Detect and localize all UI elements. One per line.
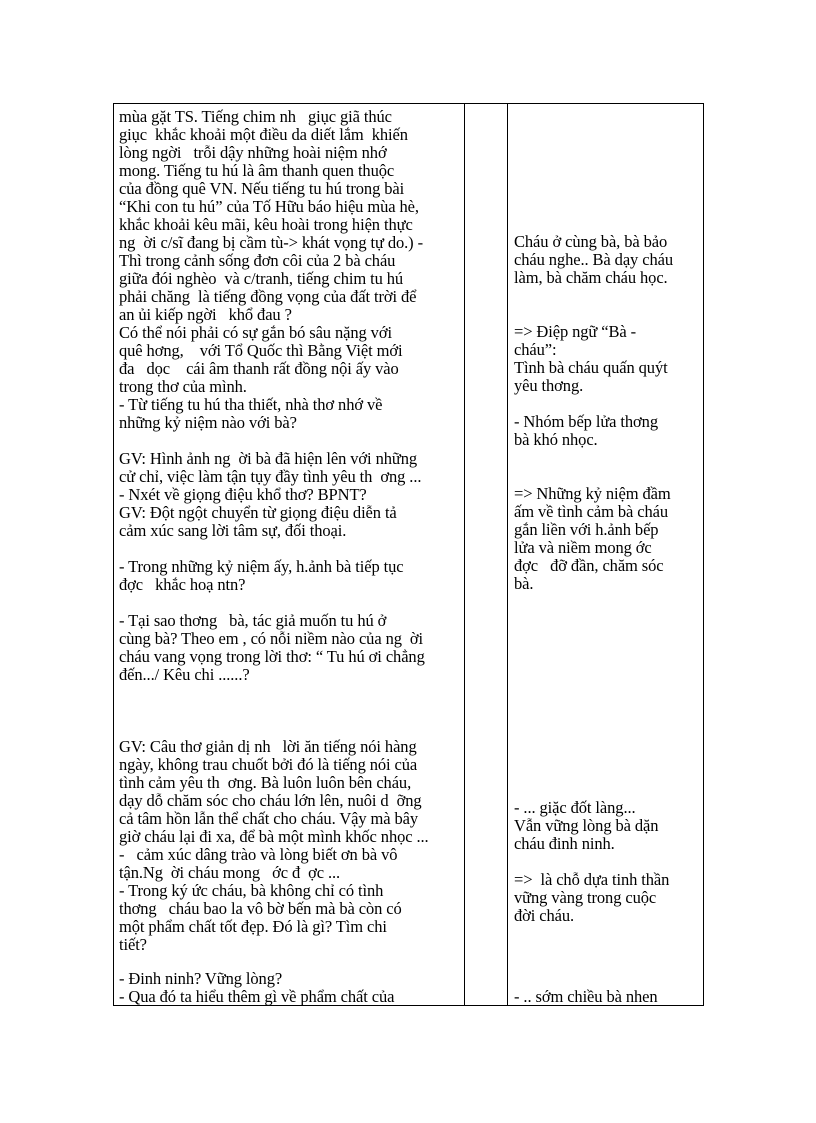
right-line: cháu đinh ninh. <box>514 834 615 853</box>
left-line: - Trong ký ức cháu, bà không chỉ có tình <box>119 881 384 900</box>
left-line: phải chăng là tiếng đồng vọng của đất trời để <box>119 287 417 306</box>
left-line: cử chỉ, việc làm tận tụy đầy tình yêu th ơng ... <box>119 467 422 486</box>
right-line: Cháu ở cùng bà, bà bảo <box>514 232 668 251</box>
left-line: giờ cháu lại đi xa, để bà một mình khốc nhọc ... <box>119 827 429 846</box>
left-line: cùng bà? Theo em , có nỗi niềm nào của ng ời <box>119 629 424 648</box>
left-line: “Khi con tu hú” của Tố Hữu báo hiệu mùa hè, <box>119 197 419 216</box>
left-line: cảm xúc sang lời tâm sự, đối thoại. <box>119 521 347 540</box>
left-line: tận.Ng ời cháu mong ớc đ ợc ... <box>119 863 341 882</box>
left-line: an ủi kiếp ngời khổ đau ? <box>119 305 292 324</box>
left-line: cháu vang vọng trong lời thơ: “ Tu hú ơi chẳng <box>119 647 425 666</box>
left-line: tiết? <box>119 935 147 954</box>
right-line: => Điệp ngữ “Bà - <box>514 322 637 341</box>
left-line: Có thể nói phải có sự gắn bó sâu nặng với <box>119 323 392 342</box>
left-line: giục khắc khoải một điều da diết lắm khiến <box>119 125 408 144</box>
right-line: cháu”: <box>514 340 557 359</box>
left-line: - Nxét về giọng điệu khổ thơ? BPNT? <box>119 485 367 504</box>
student-content-column <box>508 104 704 1005</box>
left-line: giữa đói nghèo và c/tranh, tiếng chim tu hú <box>119 269 404 288</box>
left-line: - cảm xúc dâng trào và lòng biết ơn bà vô <box>119 845 398 864</box>
right-line: => Những kỷ niệm đầm <box>514 484 671 503</box>
right-line: - Nhóm bếp lửa thơng <box>514 412 658 431</box>
right-line: bà. <box>514 574 534 593</box>
left-line: cả tâm hồn lẫn thể chất cho cháu. Vậy mà bây <box>119 809 419 828</box>
right-line: bà khó nhọc. <box>514 430 598 449</box>
right-line: yêu thơng. <box>514 376 584 395</box>
left-line: GV: Hình ảnh ng ời bà đã hiện lên với những <box>119 449 418 468</box>
left-line: những kỷ niệm nào với bà? <box>119 413 297 432</box>
left-line: ngày, không trau chuốt bởi đó là tiếng nói của <box>119 755 418 774</box>
right-line: - .. sớm chiều bà nhen <box>514 987 658 1006</box>
left-line: một phẩm chất tốt đẹp. Đó là gì? Tìm chi <box>119 917 387 936</box>
right-line: cháu nghe.. Bà dạy cháu <box>514 250 673 269</box>
right-line: làm, bà chăm cháu học. <box>514 268 668 287</box>
right-line: - ... giặc đốt làng... <box>514 798 636 817</box>
empty-middle-column <box>465 104 508 1005</box>
left-line: - Trong những kỷ niệm ấy, h.ảnh bà tiếp tục <box>119 557 404 576</box>
left-line: thơng cháu bao la vô bờ bến mà bà còn có <box>119 899 402 918</box>
teacher-activity-column <box>114 104 465 1005</box>
left-line: - Đinh ninh? Vững lòng? <box>119 969 283 988</box>
right-line: Vẫn vững lòng bà dặn <box>514 816 659 835</box>
left-line: khắc khoải kêu mãi, kêu hoài trong hiện thực <box>119 215 413 234</box>
left-line: dạy dỗ chăm sóc cho cháu lớn lên, nuôi d ỡng <box>119 791 422 810</box>
left-line: đa dọc cái âm thanh rất đồng nội ấy vào <box>119 359 399 378</box>
left-line: GV: Đột ngột chuyển từ giọng điệu diễn tả <box>119 503 397 522</box>
right-line: vững vàng trong cuộc <box>514 888 657 907</box>
right-line: đợc đỡ đần, chăm sóc <box>514 556 664 575</box>
left-line: quê hơng, với Tổ Quốc thì Bằng Việt mới <box>119 341 403 360</box>
left-line: mùa gặt TS. Tiếng chim nh giục giã thúc <box>119 107 392 126</box>
left-line: đợc khắc hoạ ntn? <box>119 575 246 594</box>
left-line: - Từ tiếng tu hú tha thiết, nhà thơ nhớ về <box>119 395 383 414</box>
left-line: Thì trong cảnh sống đơn côi của 2 bà cháu <box>119 251 396 270</box>
left-line: GV: Câu thơ giản dị nh lời ăn tiếng nói hàng <box>119 737 417 756</box>
left-line: - Qua đó ta hiểu thêm gì về phẩm chất của <box>119 987 395 1006</box>
left-line: ng ời c/sĩ đang bị cầm tù-> khát vọng tự do.) - <box>119 233 423 252</box>
left-line: tình cảm yêu th ơng. Bà luôn luôn bên cháu, <box>119 773 412 792</box>
right-line: => là chỗ dựa tinh thần <box>514 870 670 889</box>
right-line: đời cháu. <box>514 906 575 925</box>
left-line: trong thơ của mình. <box>119 377 247 396</box>
right-line: Tình bà cháu quấn quýt <box>514 358 668 377</box>
lesson-table <box>113 103 704 1006</box>
left-line: mong. Tiếng tu hú là âm thanh quen thuộc <box>119 161 395 180</box>
left-line: đến.../ Kêu chi ......? <box>119 665 250 684</box>
right-line: gắn liền với h.ảnh bếp <box>514 520 659 539</box>
left-line: của đồng quê VN. Nếu tiếng tu hú trong bài <box>119 179 405 198</box>
right-line: ấm về tình cảm bà cháu <box>514 502 669 521</box>
left-line: - Tại sao thơng bà, tác giả muốn tu hú ở <box>119 611 387 630</box>
left-line: lòng ngời trỗi dậy những hoài niệm nhớ <box>119 143 387 162</box>
right-line: lửa và niềm mong ớc <box>514 538 652 557</box>
